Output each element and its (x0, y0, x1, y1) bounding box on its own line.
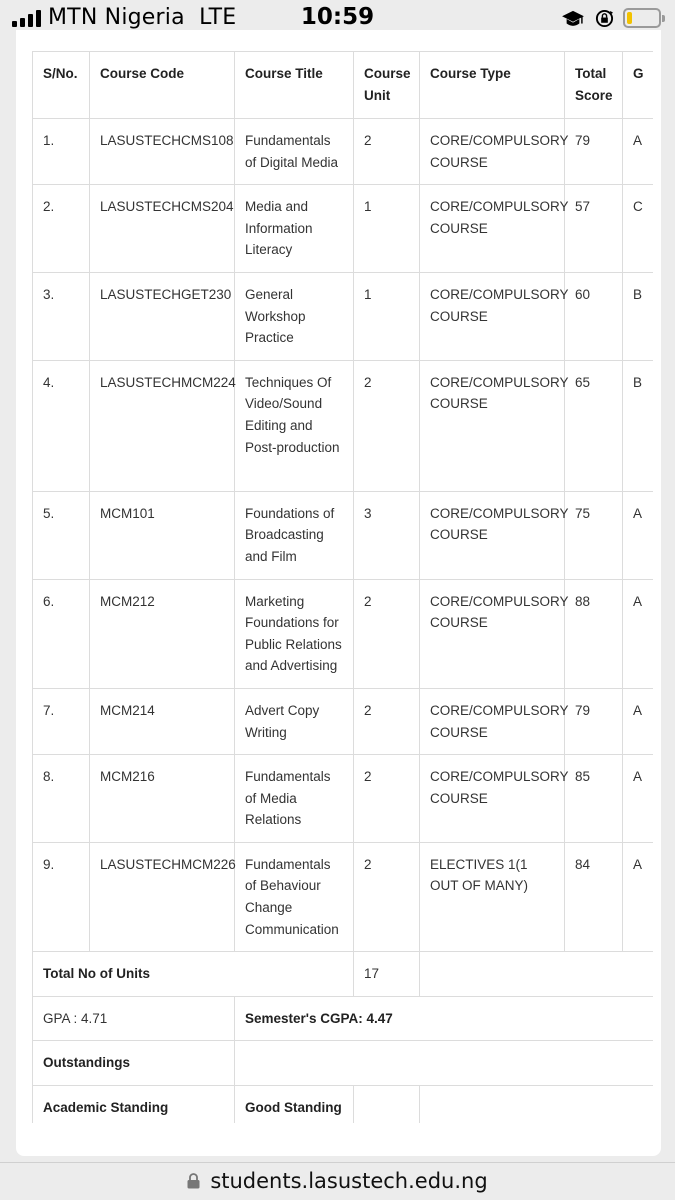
course-code: LASUSTECHGET230 (90, 272, 235, 360)
course-unit: 2 (354, 842, 420, 951)
column-header: Total Score (565, 52, 623, 119)
course-type: CORE/COMPULSORY COURSE (420, 755, 565, 843)
column-header: G (623, 52, 654, 119)
table-row (33, 755, 654, 843)
url-text[interactable]: students.lasustech.edu.ng (210, 1169, 488, 1193)
total-score: 60 (565, 272, 623, 360)
grade: A (623, 688, 654, 754)
gpa-row (33, 996, 654, 1041)
table-row (33, 688, 654, 754)
total-score: 79 (565, 688, 623, 754)
table-row (33, 579, 654, 688)
table-row (33, 491, 654, 579)
battery-level (627, 12, 632, 24)
grade: C (623, 185, 654, 273)
total-score: 84 (565, 842, 623, 951)
total-score: 88 (565, 579, 623, 688)
course-type: ELECTIVES 1(1 OUT OF MANY) (420, 842, 565, 951)
course-unit: 3 (354, 491, 420, 579)
course-unit: 2 (354, 579, 420, 688)
total-units-value: 17 (354, 952, 420, 997)
row-serial-number: 4. (33, 360, 90, 491)
course-unit: 1 (354, 272, 420, 360)
total-score: 79 (565, 119, 623, 185)
column-header: Course Type (420, 52, 565, 119)
grade: A (623, 842, 654, 951)
browser-address-bar[interactable] (0, 1162, 675, 1200)
course-code: MCM216 (90, 755, 235, 843)
course-title: Fundamentals of Digital Media (235, 119, 354, 185)
outstandings-label: Outstandings (33, 1041, 235, 1086)
row-serial-number: 6. (33, 579, 90, 688)
course-unit: 2 (354, 755, 420, 843)
course-title: Foundations of Broadcasting and Film (235, 491, 354, 579)
course-title: Advert Copy Writing (235, 688, 354, 754)
course-type: CORE/COMPULSORY COURSE (420, 360, 565, 491)
table-row (33, 185, 654, 273)
graduation-cap-icon (562, 9, 584, 29)
column-header: Course Title (235, 52, 354, 119)
lock-icon (187, 1173, 200, 1189)
course-title: Marketing Foundations for Public Relations and Advertising (235, 579, 354, 688)
table-header-row (33, 52, 654, 119)
course-type: CORE/COMPULSORY COURSE (420, 272, 565, 360)
outstandings-row (33, 1041, 654, 1086)
row-serial-number: 8. (33, 755, 90, 843)
course-code: MCM214 (90, 688, 235, 754)
column-header: Course Code (90, 52, 235, 119)
grade: B (623, 360, 654, 491)
outstandings-value (235, 1041, 654, 1086)
gpa-label: GPA : 4.71 (33, 996, 235, 1041)
grade: A (623, 579, 654, 688)
course-title: Techniques Of Video/Sound Editing and Post-production (235, 360, 354, 491)
grade: A (623, 119, 654, 185)
row-serial-number: 5. (33, 491, 90, 579)
table-row (33, 360, 654, 491)
cgpa-label: Semester's CGPA: 4.47 (235, 996, 654, 1041)
results-card (16, 30, 661, 1156)
course-code: LASUSTECHMCM224 (90, 360, 235, 491)
grade: A (623, 491, 654, 579)
academic-standing-row (33, 1086, 654, 1123)
course-code: MCM212 (90, 579, 235, 688)
status-time: 10:59 (300, 4, 375, 30)
row-serial-number: 1. (33, 119, 90, 185)
table-row (33, 842, 654, 951)
total-score: 65 (565, 360, 623, 491)
course-title: Media and Information Literacy (235, 185, 354, 273)
results-table-scroll[interactable] (32, 51, 653, 1123)
row-serial-number: 2. (33, 185, 90, 273)
total-score: 85 (565, 755, 623, 843)
grade: A (623, 755, 654, 843)
row-serial-number: 9. (33, 842, 90, 951)
battery-icon (623, 8, 661, 28)
course-code: LASUSTECHMCM226 (90, 842, 235, 951)
orientation-lock-icon (595, 9, 614, 28)
academic-standing-label: Academic Standing (33, 1086, 235, 1123)
course-unit: 2 (354, 119, 420, 185)
carrier-name: MTN Nigeria (48, 5, 185, 30)
course-type: CORE/COMPULSORY COURSE (420, 688, 565, 754)
course-type: CORE/COMPULSORY COURSE (420, 119, 565, 185)
course-type: CORE/COMPULSORY COURSE (420, 185, 565, 273)
column-header: Course Unit (354, 52, 420, 119)
course-title: Fundamentals of Behaviour Change Communication (235, 842, 354, 951)
total-units-label: Total No of Units (33, 952, 354, 997)
row-serial-number: 3. (33, 272, 90, 360)
course-code: MCM101 (90, 491, 235, 579)
total-score: 75 (565, 491, 623, 579)
course-title: General Workshop Practice (235, 272, 354, 360)
table-row (33, 272, 654, 360)
course-unit: 2 (354, 360, 420, 491)
course-unit: 2 (354, 688, 420, 754)
course-code: LASUSTECHCMS204 (90, 185, 235, 273)
network-type: LTE (199, 5, 237, 30)
course-type: CORE/COMPULSORY COURSE (420, 491, 565, 579)
row-serial-number: 7. (33, 688, 90, 754)
academic-standing-value: Good Standing (235, 1086, 354, 1123)
course-title: Fundamentals of Media Relations (235, 755, 354, 843)
total-score: 57 (565, 185, 623, 273)
course-code: LASUSTECHCMS108 (90, 119, 235, 185)
table-row (33, 119, 654, 185)
course-unit: 1 (354, 185, 420, 273)
column-header: S/No. (33, 52, 90, 119)
results-table (32, 51, 653, 1123)
grade: B (623, 272, 654, 360)
total-units-row (33, 952, 654, 997)
course-type: CORE/COMPULSORY COURSE (420, 579, 565, 688)
